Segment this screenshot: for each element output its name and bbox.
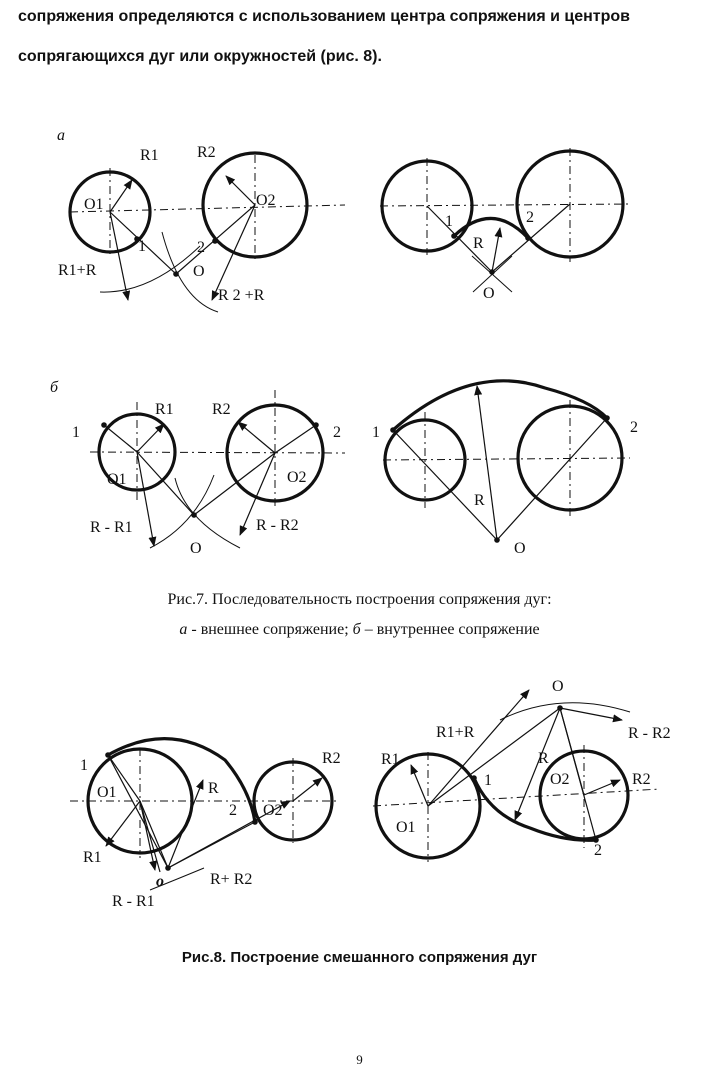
label-point-1: 1: [445, 213, 453, 230]
label-o: O: [483, 285, 495, 302]
fig8-caption: Рис.8. Построение смешанного сопряжения дуг: [181, 949, 538, 966]
label-r1: R1: [381, 751, 400, 768]
label-r2-plus-r: R 2 +R: [218, 287, 265, 304]
label-o1: O1: [107, 471, 127, 488]
label-r-minus-r2: R - R2: [256, 517, 299, 534]
fig8-right-construction: [373, 678, 671, 862]
label-point-1: 1: [484, 772, 492, 789]
label-o2: O2: [287, 469, 307, 486]
label-r-minus-r1: R - R1: [90, 519, 133, 536]
fig7a-left-construction: [57, 127, 345, 312]
label-point-1: 1: [138, 238, 146, 255]
label-o1: O1: [396, 819, 416, 836]
label-r-minus-r2: R - R2: [628, 725, 671, 742]
fig7a-right-result: [380, 148, 630, 302]
label-point-2: 2: [594, 842, 602, 859]
fig7-subcaption: [0, 620, 719, 640]
fig7-text-b: – внутреннее сопряжение: [360, 621, 540, 638]
fig7-label-b: б: [352, 621, 361, 638]
label-r2: R2: [322, 750, 341, 767]
label-r-plus-r2: R+ R2: [210, 871, 253, 888]
fig7b-left-construction: [50, 379, 345, 557]
fig7b-right-result: [372, 381, 638, 557]
label-r1: R1: [83, 849, 102, 866]
label-point-2: 2: [333, 424, 341, 441]
intro-line-1: сопряжения определяются с использованием центра сопряжения и центров: [18, 8, 631, 25]
label-o2: O2: [550, 771, 570, 788]
fig8-left-construction: [70, 739, 341, 910]
label-r2: R2: [197, 144, 216, 161]
label-r: R: [208, 780, 219, 797]
label-r2: R2: [632, 771, 651, 788]
fig7b-letter: б: [50, 379, 59, 396]
label-point-2: 2: [526, 209, 534, 226]
label-point-2: 2: [630, 419, 638, 436]
fig7-caption: Рис.7. Последовательность построения сопряжения дуг:: [167, 591, 552, 608]
label-r: R: [474, 492, 485, 509]
label-point-2: 2: [229, 802, 237, 819]
label-o1: O1: [97, 784, 117, 801]
label-r1-plus-r: R1+R: [58, 262, 97, 279]
intro-line-2: сопрягающихся дуг или окружностей (рис. 8).: [18, 48, 382, 65]
label-r1-plus-r: R1+R: [436, 724, 475, 741]
page-number: 9: [356, 1052, 363, 1067]
label-point-1: 1: [72, 424, 80, 441]
label-o1: O1: [84, 196, 104, 213]
fig7-label-a: а -: [179, 621, 197, 638]
label-r: R: [473, 235, 484, 252]
label-o: O: [193, 263, 205, 280]
label-r: R: [538, 750, 549, 767]
label-point-1: 1: [372, 424, 380, 441]
label-r1: R1: [140, 147, 159, 164]
label-point-2: 2: [197, 239, 205, 256]
label-r-minus-r1: R - R1: [112, 893, 155, 910]
label-o: O: [514, 540, 526, 557]
label-o: O: [552, 678, 564, 695]
label-r1: R1: [155, 401, 174, 418]
label-point-1: 1: [80, 757, 88, 774]
fig7-text-a: внешнее сопряжение;: [196, 621, 353, 638]
label-o: o: [156, 873, 164, 890]
fig7a-letter: а: [57, 127, 65, 144]
label-o2: O2: [263, 802, 283, 819]
label-o2: O2: [256, 192, 276, 209]
label-o: O: [190, 540, 202, 557]
label-r2: R2: [212, 401, 231, 418]
